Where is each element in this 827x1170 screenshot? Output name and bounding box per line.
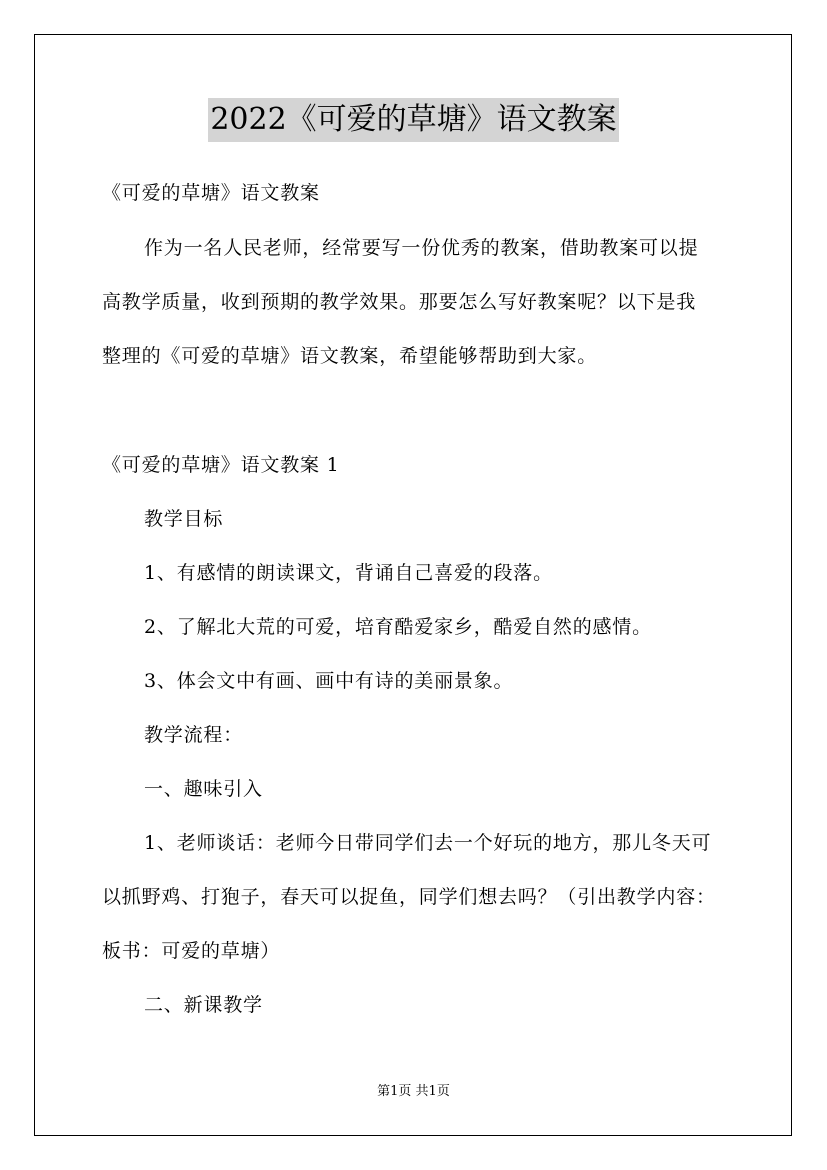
part2-heading: 二、新课教学 [144,994,263,1016]
goal-item-1: 1、有感情的朗读课文，背诵自己喜爱的段落。 [144,562,553,584]
title-container [0,98,827,142]
process-heading: 教学流程： [144,724,244,746]
part1-heading: 一、趣味引入 [144,778,263,800]
section-title: 《可爱的草塘》语文教案 1 [102,454,340,476]
intro-line-1: 作为一名人民老师，经常要写一份优秀的教案，借助教案可以提 [144,237,699,259]
page-number: 第1页 共1页 [377,1084,450,1099]
document-subtitle: 《可爱的草塘》语文教案 [102,182,320,204]
part1-line-3: 板书：可爱的草塘） [102,940,281,962]
part1-line-1: 1、老师谈话：老师今日带同学们去一个好玩的地方，那儿冬天可 [144,832,712,854]
intro-line-2: 高教学质量，收到预期的教学效果。那要怎么写好教案呢？以下是我 [102,291,697,313]
part1-line-2: 以抓野鸡、打狍子，春天可以捉鱼，同学们想去吗？（引出教学内容： [102,886,716,908]
page-footer [0,1084,827,1100]
document-title: 2022《可爱的草塘》语文教案 [208,98,618,142]
goal-item-2: 2、了解北大荒的可爱，培育酷爱家乡，酷爱自然的感情。 [144,616,652,638]
goals-heading: 教学目标 [144,508,224,530]
goal-item-3: 3、体会文中有画、画中有诗的美丽景象。 [144,670,514,692]
intro-line-3: 整理的《可爱的草塘》语文教案，希望能够帮助到大家。 [102,345,598,367]
